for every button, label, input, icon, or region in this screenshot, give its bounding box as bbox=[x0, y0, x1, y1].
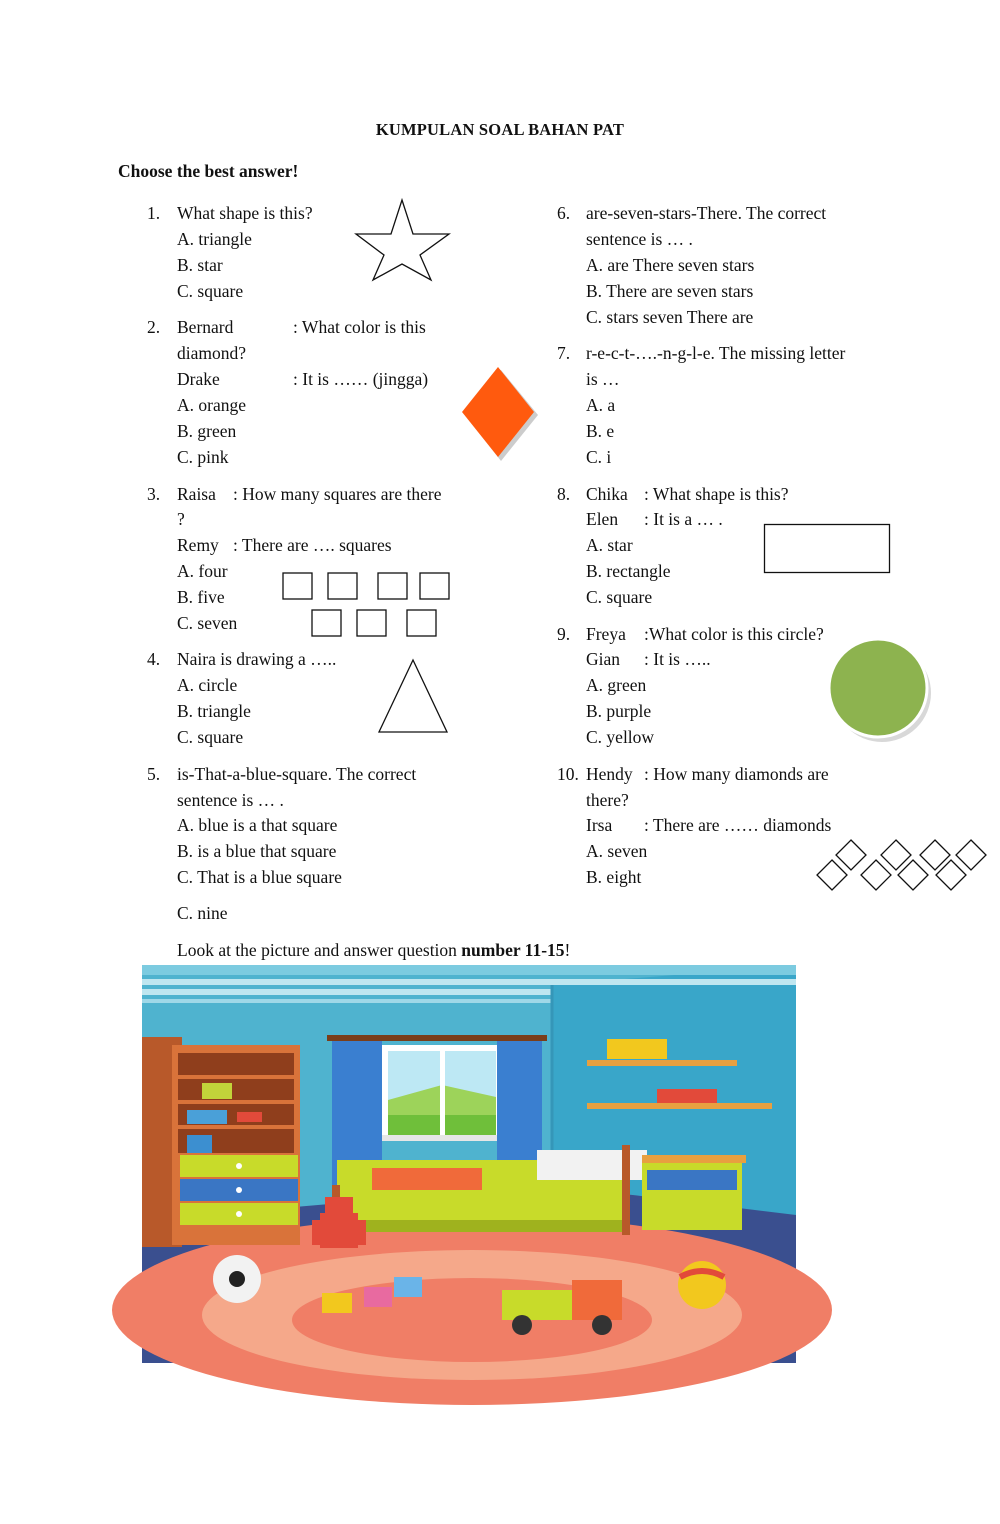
question-number: 2. bbox=[147, 317, 161, 337]
question-number: 7. bbox=[557, 343, 571, 363]
option-c[interactable]: C. nine bbox=[177, 903, 228, 923]
question-number: 1. bbox=[147, 203, 161, 223]
option-a[interactable]: A. circle bbox=[177, 675, 238, 695]
question-number: 9. bbox=[557, 624, 571, 644]
speaker-name: Bernard bbox=[177, 317, 234, 337]
option-b[interactable]: B. triangle bbox=[177, 701, 251, 721]
question-text: : What shape is this? bbox=[644, 484, 789, 504]
option-b[interactable]: B. eight bbox=[586, 867, 642, 887]
question-text: is-That-a-blue-square. The correct bbox=[177, 764, 417, 784]
speaker-name: Hendy bbox=[586, 764, 633, 784]
instruction-end: ! bbox=[564, 940, 571, 960]
answer-line: : There are …… diamonds bbox=[644, 815, 832, 835]
option-c[interactable]: C. That is a blue square bbox=[177, 867, 342, 887]
option-c[interactable]: C. seven bbox=[177, 613, 238, 633]
question-number: 3. bbox=[147, 484, 161, 504]
question-text-cont: there? bbox=[586, 790, 629, 810]
question-text-cont: sentence is … . bbox=[177, 790, 284, 810]
question-text: What shape is this? bbox=[177, 203, 313, 223]
bedroom-picture bbox=[142, 965, 796, 1363]
question-number: 5. bbox=[147, 764, 161, 784]
instruction-text: Look at the picture and answer question bbox=[177, 940, 462, 960]
triangle-shape-image bbox=[376, 657, 450, 735]
speaker-name: Freya bbox=[586, 624, 626, 644]
speaker-name: Raisa bbox=[177, 484, 216, 504]
option-a[interactable]: A. seven bbox=[586, 841, 648, 861]
answer-line: : It is ….. bbox=[644, 649, 711, 669]
instruction-bold: number 11-15 bbox=[461, 940, 565, 960]
answer-line: : It is a … . bbox=[644, 509, 723, 529]
answer-line: : It is …… (jingga) bbox=[293, 369, 429, 389]
answer-line: : There are …. squares bbox=[233, 535, 392, 555]
question-text: : How many squares are there bbox=[233, 484, 442, 504]
speaker-name: Gian bbox=[586, 649, 621, 669]
question-text: Naira is drawing a ….. bbox=[177, 649, 337, 669]
diamonds-image bbox=[814, 838, 990, 896]
squares-image bbox=[280, 570, 455, 640]
option-b[interactable]: B. There are seven stars bbox=[586, 281, 754, 301]
orange-diamond-image bbox=[458, 365, 540, 463]
option-c[interactable]: C. i bbox=[586, 447, 612, 467]
option-b[interactable]: B. green bbox=[177, 421, 237, 441]
option-a[interactable]: A. green bbox=[586, 675, 647, 695]
question-text: r-e-c-t-….-n-g-l-e. The missing letter bbox=[586, 343, 846, 363]
option-b[interactable]: B. is a blue that square bbox=[177, 841, 337, 861]
option-b[interactable]: B. five bbox=[177, 587, 225, 607]
page-title: KUMPULAN SOAL BAHAN PAT bbox=[375, 120, 625, 139]
option-a[interactable]: A. blue is a that square bbox=[177, 815, 338, 835]
option-a[interactable]: A. orange bbox=[177, 395, 247, 415]
option-c[interactable]: C. stars seven There are bbox=[586, 307, 754, 327]
option-b[interactable]: B. e bbox=[586, 421, 615, 441]
option-a[interactable]: A. four bbox=[177, 561, 228, 581]
question-text-cont: ? bbox=[177, 509, 185, 529]
question-text: :What color is this circle? bbox=[644, 624, 824, 644]
instruction: Choose the best answer! bbox=[118, 161, 299, 181]
option-b[interactable]: B. star bbox=[177, 255, 223, 275]
option-c[interactable]: C. yellow bbox=[586, 727, 655, 747]
option-c[interactable]: C. square bbox=[177, 281, 244, 301]
picture-instruction bbox=[177, 937, 570, 963]
option-c[interactable]: C. square bbox=[177, 727, 244, 747]
option-b[interactable]: B. rectangle bbox=[586, 561, 671, 581]
option-a[interactable]: A. a bbox=[586, 395, 616, 415]
question-text-cont: sentence is … . bbox=[586, 229, 693, 249]
question-number: 8. bbox=[557, 484, 571, 504]
speaker-name: Elen bbox=[586, 509, 619, 529]
question-number: 10. bbox=[557, 764, 579, 784]
option-a[interactable]: A. triangle bbox=[177, 229, 252, 249]
speaker-name: Irsa bbox=[586, 815, 613, 835]
option-b[interactable]: B. purple bbox=[586, 701, 652, 721]
rectangle-shape-image bbox=[763, 523, 893, 576]
option-a[interactable]: A. are There seven stars bbox=[586, 255, 755, 275]
option-a[interactable]: A. star bbox=[586, 535, 633, 555]
option-c[interactable]: C. square bbox=[586, 587, 653, 607]
question-number: 6. bbox=[557, 203, 571, 223]
question-text: are-seven-stars-There. The correct bbox=[586, 203, 827, 223]
green-circle-image bbox=[826, 636, 934, 746]
star-shape-image bbox=[355, 198, 451, 284]
question-text: : What color is this bbox=[293, 317, 426, 337]
speaker-name: Chika bbox=[586, 484, 628, 504]
question-text-cont: is … bbox=[586, 369, 620, 389]
question-text-cont: diamond? bbox=[177, 343, 247, 363]
question-number: 4. bbox=[147, 649, 161, 669]
question-text: : How many diamonds are bbox=[644, 764, 829, 784]
speaker-name: Drake bbox=[177, 369, 220, 389]
option-c[interactable]: C. pink bbox=[177, 447, 229, 467]
speaker-name: Remy bbox=[177, 535, 219, 555]
